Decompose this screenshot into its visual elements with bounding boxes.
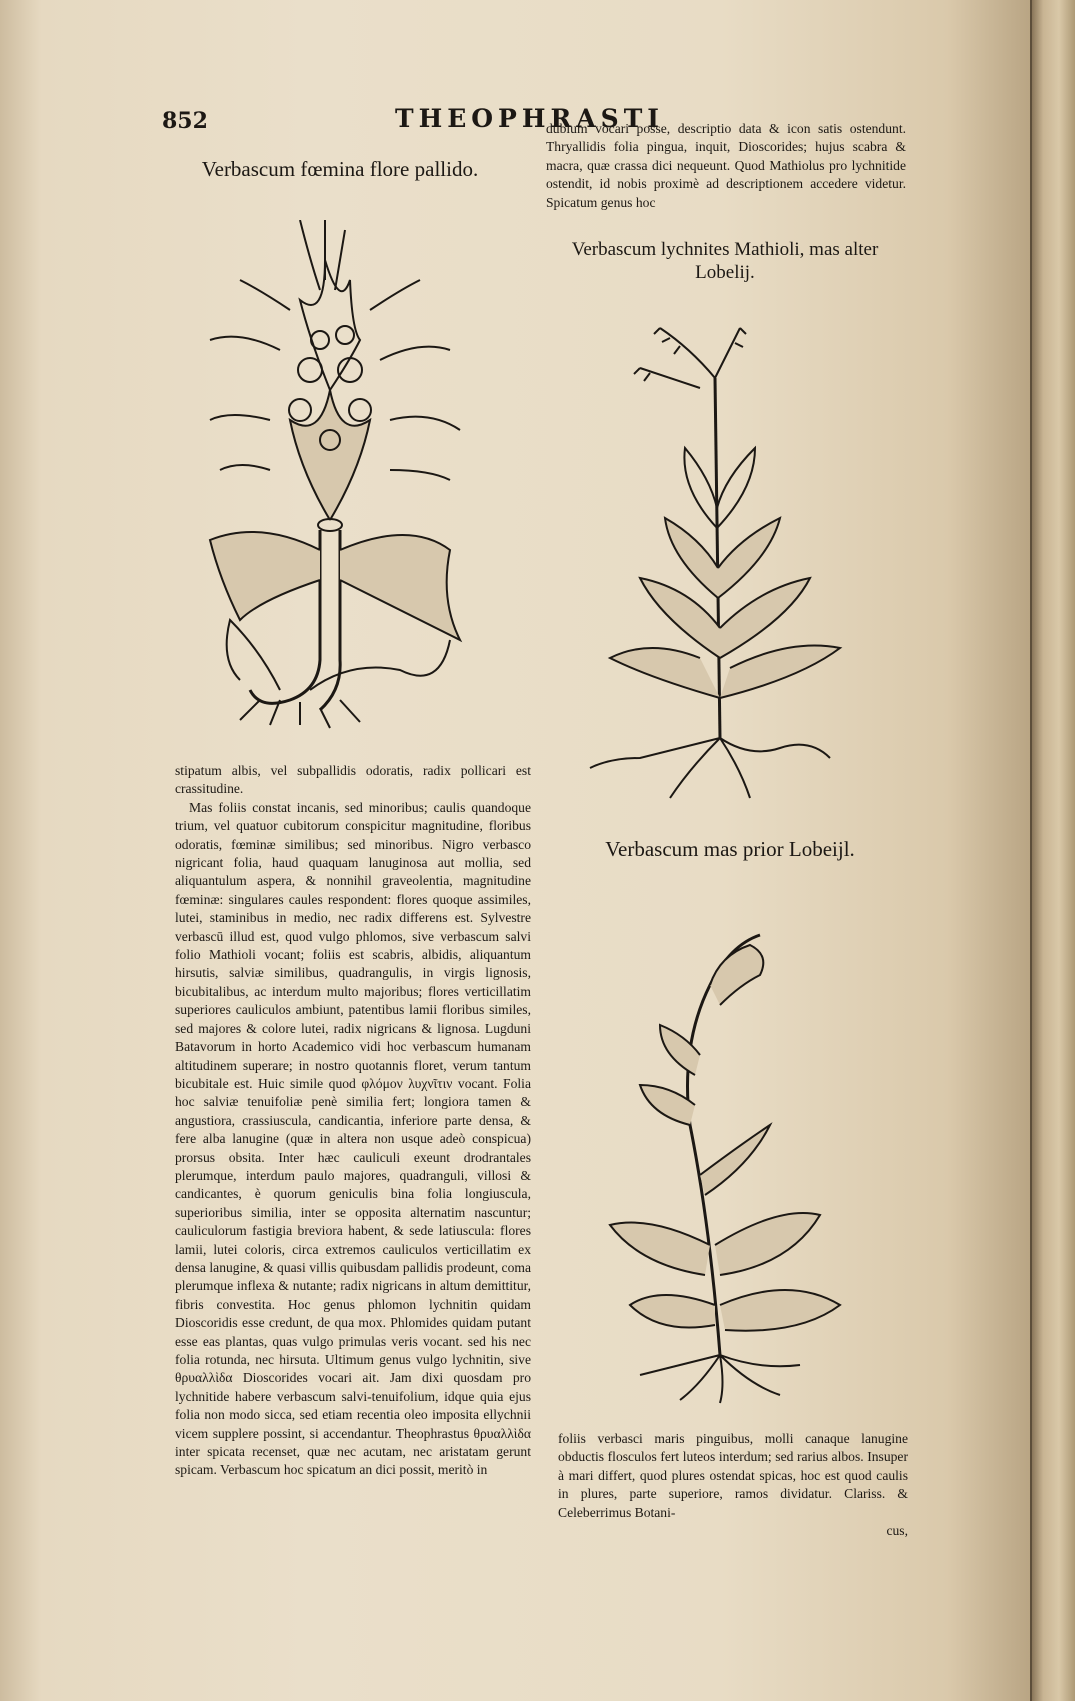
- figure1-caption: Verbascum fœmina flore pallido.: [201, 157, 479, 181]
- verbascum-female-woodcut-icon: [200, 220, 500, 740]
- running-head: THEOPHRASTI: [395, 104, 665, 133]
- figure2-caption: Verbascum lychnites Mathioli, mas alter Lobelij.: [571, 239, 879, 283]
- right-column-bottom-text: [558, 1430, 908, 1540]
- catchword: cus,: [886, 1523, 908, 1539]
- left-paragraph-2: Mas foliis constat incanis, sed minoribus; caulis quandoque trium, vel quatuor cubitorum conspicitur magnitudine, floribus odoratis, fœminæ similibus; sed minoribus. Nigro verbasco nigricant folia, haud quaquam lanuginosa aut mollia, sed aliquantulum aspera, & nonnihil graveolentia, magnitudine fœminæ: singulares caules respondent: flores quoque assimiles, lutei, staminibus in medio, nec radix differens est. Sylvestre verbascū illud est, quod vulgo phlomos, sive verbascum salvi folio Mathioli vocant; foliis est scabris, albidis, aliquantum hirsutis, salviæ similibus, quadrangulis, in virgis lignosis, bicubitalibus, ac interdum multo majoribus; flores verticillatim superiores cauliculos ambiunt, patentibus lamii floribus similes, sed majores & colore lutei, radix nigricans & lignosa. Lugduni Batavorum in horto Academico vidi hoc verbascum humanam altitudinem superare; in nostro quotannis floret, verum tantum bicubitale est. Huic simile quod φλόμον λυχνῖτιν vocant. Folia hoc salviæ tenuifoliæ penè similia fert; longiora tamen & angustiora, crassiuscula, candicantia, inferiore parte densa, & fere alba lanugine (quæ in altera non usque adeò conspicua) prorsus obsita. Inter hæc cauliculi exeunt drodrantales plerumque, interdum paulo majores, quadranguli, villosi & candicantes, è quorum geniculis bina folia longiuscula, superioribus similia, inter se opposita alternatim nascuntur; cauliculorum fastigia breviora habent, & sede latiuscula: flores lamii, lutei coloris, circa extremos cauliculos verticillatim ex densa lanugine, & quasi villis quibusdam pallidis prodeunt, coma plerumque inflexa & nutante; radix nigricans in altum demittitur, fibris convestita. Hoc genus phlomon lychnitin quidam Dioscoridis esse credunt, de qua mox. Phlomides quidam putant esse eas plantas, quas vulgo primulas veris vocant. sed his nec folia rotunda, nec hirsuta. Ultimum genus vulgo lychnitin, sive θρυαλλὶδα Dioscorides vocari ait. Jam dixi quosdam pro lychnitide habere verbascum salvi-tenuifolium, idque quia ejus folia non modo sicca, sed etiam recentia oleo imposita ellychnii vicem supplere possint, si accendantur. Theophrastus θρυαλλὶδα inter spicata recenset, quæ nec acutam, nec aristatam gerunt spicam. Verbascum hoc spicatum an dici possit, meritò in: [175, 799, 531, 1478]
- right-bottom-paragraph: foliis verbasci maris pinguibus, molli canaque lanugine obductis flosculos fert luteos interdum; sed rarius albos. Insuper à mari differt, quod plures ostendat spicas, hoc est quod caulis in plures, parte superiore, ramos dividatur. Clariss. & Celeberrimus Botani-: [558, 1431, 908, 1520]
- figure3-caption: Verbascum mas prior Lobeijl.: [605, 837, 855, 861]
- right-column-top-text: [546, 120, 906, 212]
- next-page-edge: [1030, 0, 1075, 1701]
- verbascum-male-woodcut-icon: [600, 925, 860, 1405]
- verbascum-lychnites-woodcut-icon: [580, 318, 860, 808]
- page-number: 852: [162, 108, 208, 134]
- right-top-paragraph: dubium vocari posse, descriptio data & icon satis ostendunt. Thryallidis folia pingua, inquit, Dioscorides; hujus scabra & macra, quæ crassa dici nequeunt. Quod Mathiolus pro lychnitide ostendit, id nobis proximè ad descriptionem accedere videtur. Spicatum genus hoc: [546, 121, 906, 210]
- left-column-text: [175, 762, 531, 1480]
- left-paragraph-1: stipatum albis, vel subpallidis odoratis, radix pollicari est crassitudine.: [175, 763, 531, 797]
